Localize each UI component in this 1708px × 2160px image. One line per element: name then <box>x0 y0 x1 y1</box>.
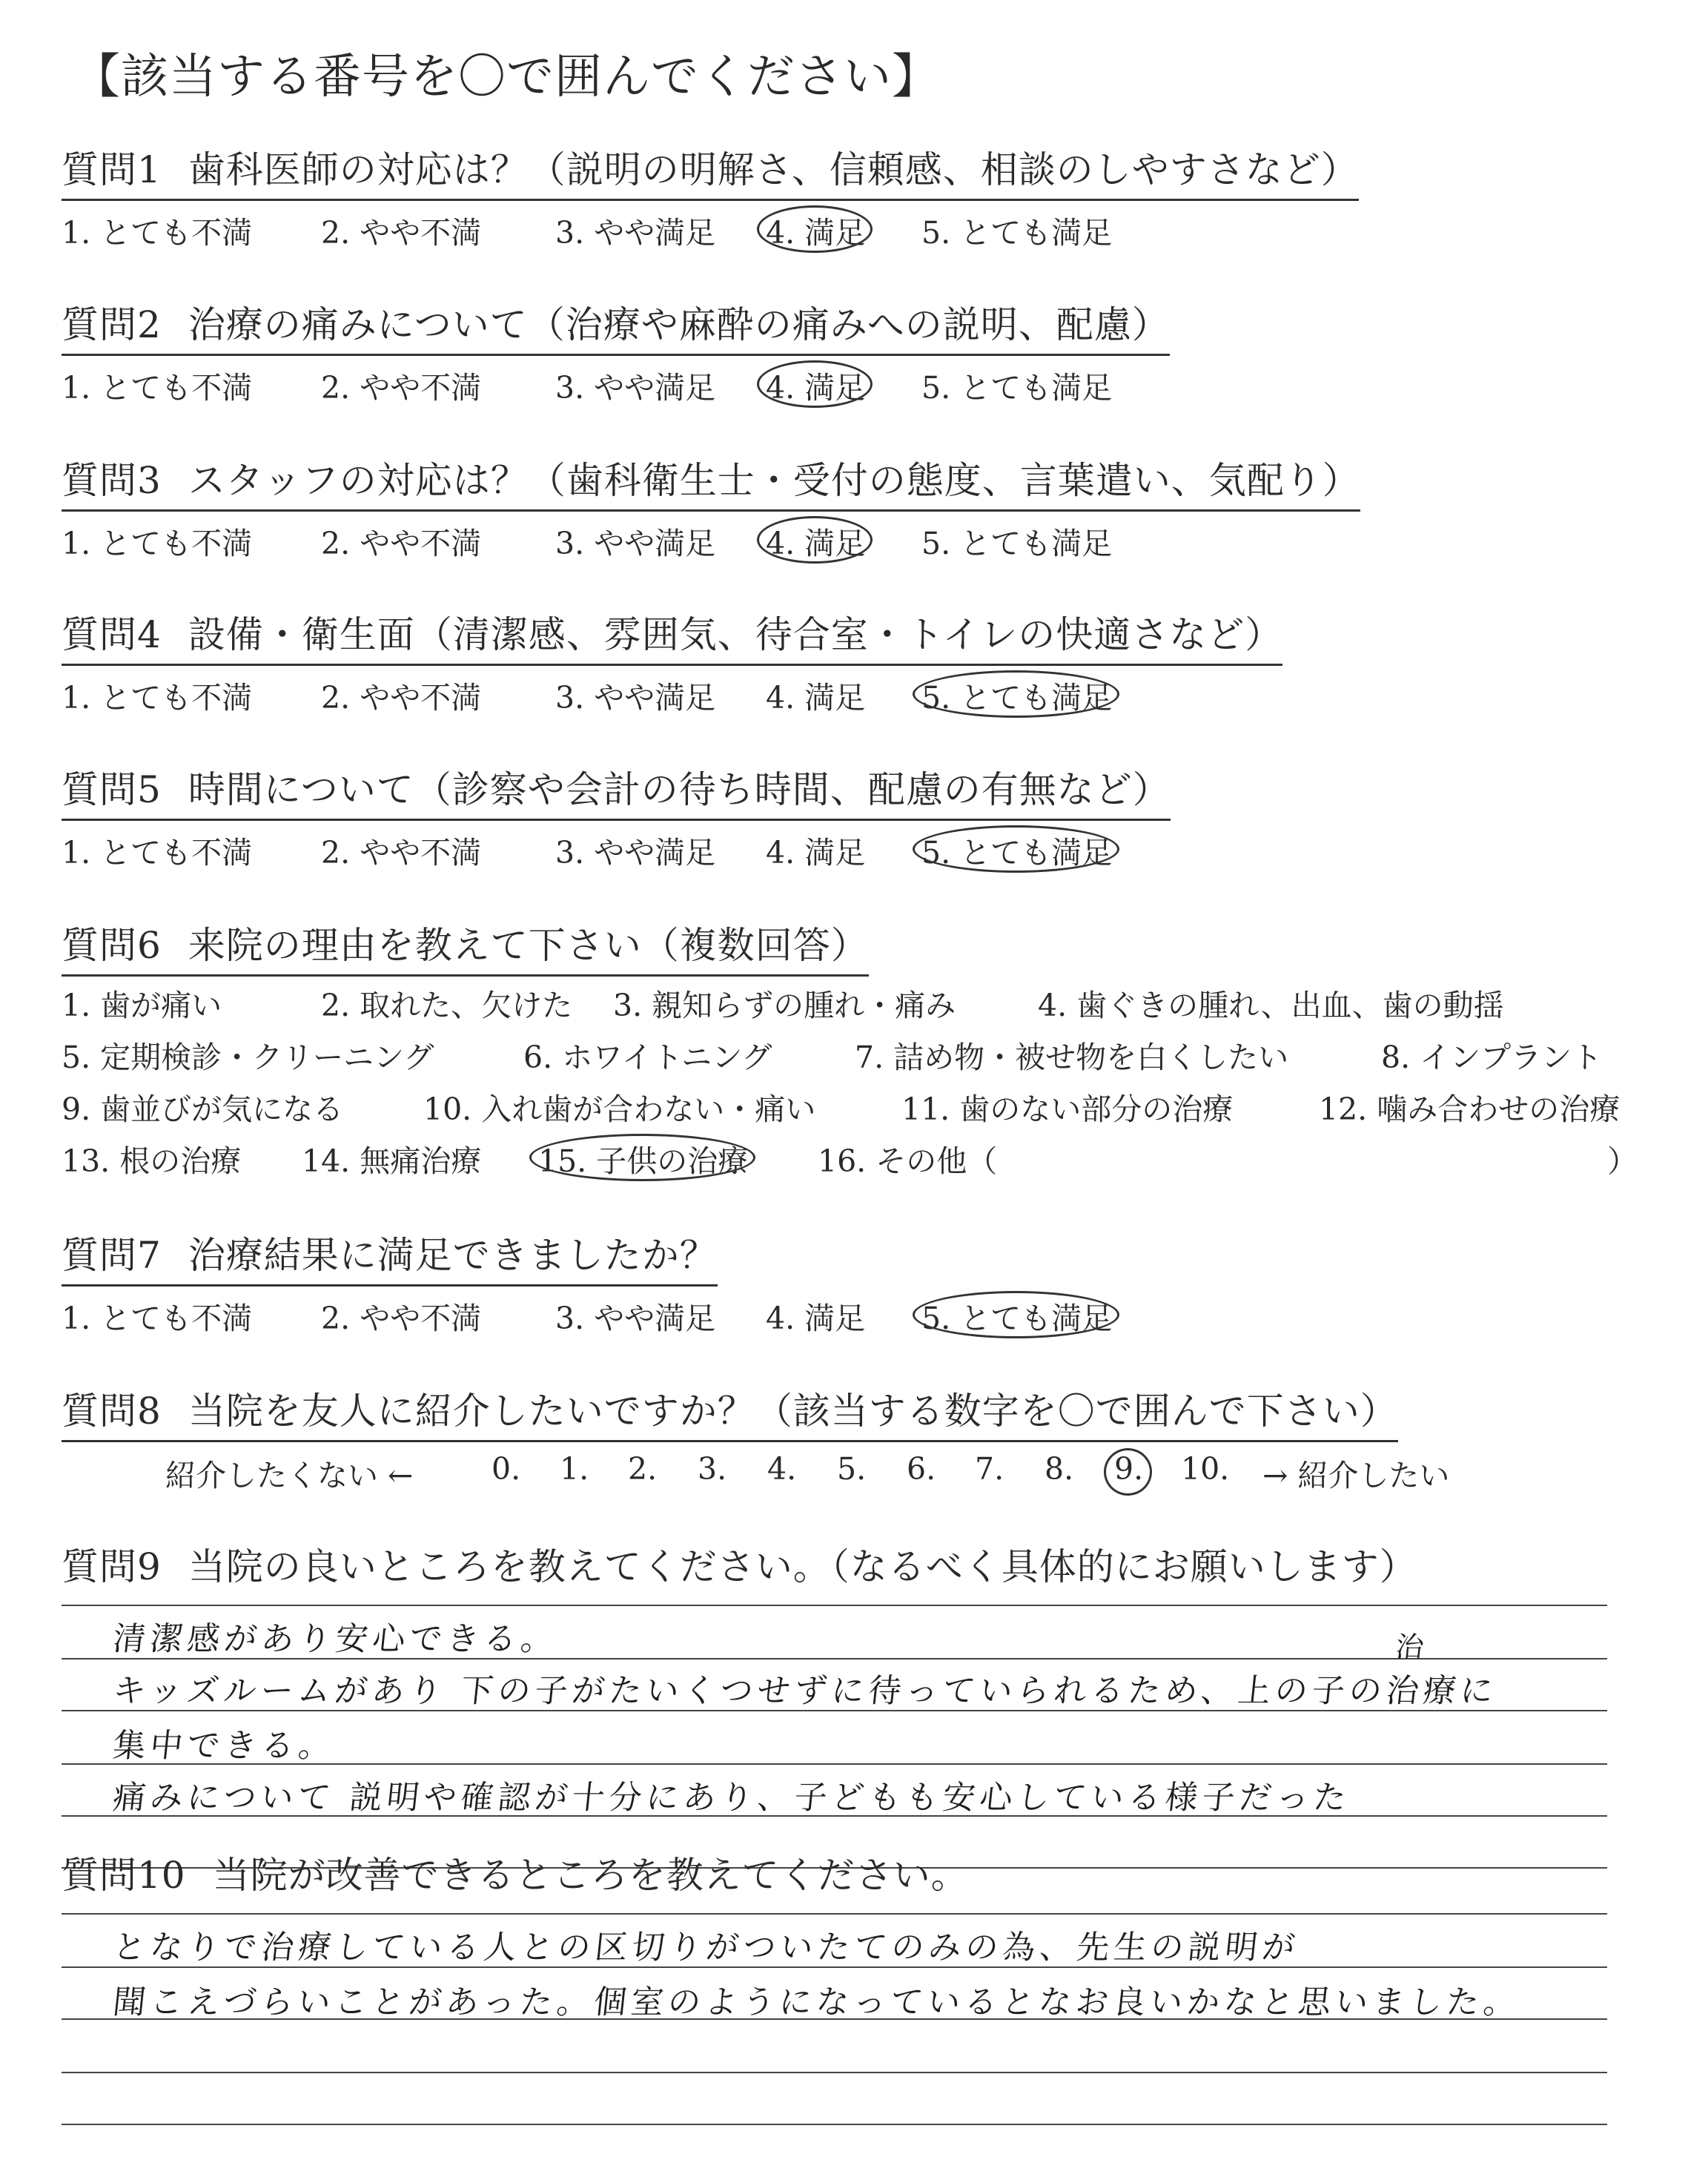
q2-option-1[interactable]: 1. とても不満 <box>62 370 253 406</box>
question-4-text: 設備・衛生面（清潔感、雰囲気、待合室・トイレの快適さなど） <box>188 613 1283 656</box>
question-6-row-1 <box>62 977 1504 1028</box>
question-2-heading: 質問2 治療の痛みについて（治療や麻酔の痛みへの説明、配慮） <box>62 300 1170 356</box>
q4-option-2[interactable]: 2. やや不満 <box>321 680 482 716</box>
answer-rule <box>62 2072 1607 2073</box>
q8-option-2[interactable]: 2. <box>628 1451 658 1487</box>
q1-option-2[interactable]: 2. やや不満 <box>321 215 482 251</box>
question-4 <box>62 610 1282 716</box>
q3-option-2[interactable]: 2. やや不満 <box>321 526 482 561</box>
question-3-text: スタッフの対応は？（歯科衛生士・受付の態度、言葉遣い、気配り） <box>188 459 1360 502</box>
answer-rule <box>62 1913 1607 1915</box>
q6-option-4[interactable]: 4. 歯ぐきの腫れ、出血、歯の動揺 <box>1038 988 1504 1023</box>
q6-option-2[interactable]: 2. 取れた、欠けた <box>321 988 573 1023</box>
question-9 <box>62 1542 1417 1596</box>
q3-option-4[interactable]: 4. 満足 <box>766 519 865 563</box>
question-7-text: 治療結果に満足できましたか？ <box>188 1234 718 1277</box>
question-4-heading: 質問4 設備・衛生面（清潔感、雰囲気、待合室・トイレの快適さなど） <box>62 610 1282 666</box>
q9-answer-line-2: キッズルームがあり 下の子がたいくつせずに待っていられるため、上の子の治療に <box>110 1672 1500 1710</box>
question-3-heading: 質問3 スタッフの対応は？（歯科衛生士・受付の態度、言葉遣い、気配り） <box>62 456 1360 512</box>
q6-option-16-close: ） <box>1607 1143 1638 1179</box>
q9-answer-line-4: 痛みについて 説明や確認が十分にあり、子どもも安心している様子だった <box>110 1779 1353 1817</box>
question-5-heading: 質問5 時間について（診察や会計の待ち時間、配慮の有無など） <box>62 765 1171 821</box>
question-5-text: 時間について（診察や会計の待ち時間、配慮の有無など） <box>188 768 1171 811</box>
q6-option-12[interactable]: 12. 噛み合わせの治療 <box>1319 1091 1621 1127</box>
question-3 <box>62 456 1360 562</box>
question-1 <box>62 145 1359 251</box>
question-3-options <box>62 519 1360 562</box>
q4-option-4[interactable]: 4. 満足 <box>766 680 866 716</box>
q6-option-16[interactable]: 16. その他（ <box>818 1143 998 1179</box>
q7-option-4[interactable]: 4. 満足 <box>766 1301 866 1336</box>
q5-option-2[interactable]: 2. やや不満 <box>321 835 482 871</box>
q3-option-5[interactable]: 5. とても満足 <box>921 526 1113 561</box>
q3-option-3[interactable]: 3. やや満足 <box>555 526 716 561</box>
page-title: 【該当する番号を〇で囲んでください】 <box>73 50 940 105</box>
q6-option-10[interactable]: 10. 入れ歯が合わない・痛い <box>423 1091 816 1127</box>
q8-option-1[interactable]: 1. <box>560 1451 589 1487</box>
q6-option-3[interactable]: 3. 親知らずの腫れ・痛み <box>613 988 956 1023</box>
question-10-heading: 質問10 当院が改善できるところを教えてください。 <box>62 1854 969 1897</box>
question-8 <box>62 1387 1450 1494</box>
q5-option-4[interactable]: 4. 満足 <box>766 835 866 871</box>
question-8-heading: 質問8 当院を友人に紹介したいですか？（該当する数字を〇で囲んで下さい） <box>62 1387 1398 1442</box>
q6-option-8[interactable]: 8. インプラント <box>1381 1040 1603 1075</box>
answer-rule <box>62 2124 1607 2125</box>
q8-option-5[interactable]: 5. <box>837 1451 867 1487</box>
question-6-text: 来院の理由を教えて下さい（複数回答） <box>188 924 869 967</box>
q1-option-3[interactable]: 3. やや満足 <box>555 215 716 251</box>
question-1-text: 歯科医師の対応は？（説明の明解さ、信頼感、相談のしやすさなど） <box>188 148 1359 191</box>
question-8-scale <box>62 1451 1450 1494</box>
question-2-options <box>62 363 1170 406</box>
q3-option-1[interactable]: 1. とても不満 <box>62 526 253 561</box>
question-1-options <box>62 208 1359 251</box>
q5-option-3[interactable]: 3. やや満足 <box>555 835 716 871</box>
q6-option-15[interactable]: 15. 子供の治療 <box>538 1137 748 1180</box>
q7-option-2[interactable]: 2. やや不満 <box>321 1301 482 1336</box>
question-7 <box>62 1231 1113 1337</box>
question-6-row-2 <box>62 1028 1603 1080</box>
question-9-text: 当院の良いところを教えてください。（なるべく具体的にお願いします） <box>188 1545 1417 1588</box>
question-5 <box>62 765 1171 871</box>
question-9-heading: 質問9 当院の良いところを教えてください。（なるべく具体的にお願いします） <box>62 1545 1417 1588</box>
question-7-options <box>62 1294 1113 1337</box>
q6-option-7[interactable]: 7. 詰め物・被せ物を白くしたい <box>855 1040 1289 1075</box>
q4-option-5[interactable]: 5. とても満足 <box>921 673 1112 717</box>
q6-option-5[interactable]: 5. 定期検診・クリーニング <box>62 1040 434 1075</box>
q6-option-14[interactable]: 14. 無痛治療 <box>302 1143 482 1179</box>
q6-option-6[interactable]: 6. ホワイトニング <box>523 1040 772 1075</box>
q4-option-3[interactable]: 3. やや満足 <box>555 680 716 716</box>
q10-answer-line-1: となりで治療している人との区切りがついたてのみの為、先生の説明が <box>110 1929 1302 1966</box>
q2-option-4[interactable]: 4. 満足 <box>766 363 865 407</box>
q8-right-label: → 紹介したい <box>1262 1458 1450 1493</box>
question-8-text: 当院を友人に紹介したいですか？（該当する数字を〇で囲んで下さい） <box>188 1390 1398 1433</box>
q4-option-1[interactable]: 1. とても不満 <box>62 680 253 716</box>
q8-option-9[interactable]: 9. <box>1114 1451 1144 1487</box>
q8-option-4[interactable]: 4. <box>767 1451 797 1487</box>
q8-option-0[interactable]: 0. <box>491 1451 521 1487</box>
q8-left-label: 紹介したくない ← <box>165 1458 414 1493</box>
answer-rule <box>62 1605 1607 1606</box>
q5-option-1[interactable]: 1. とても不満 <box>62 835 253 871</box>
q7-option-5[interactable]: 5. とても満足 <box>921 1294 1112 1338</box>
question-1-heading: 質問1 歯科医師の対応は？（説明の明解さ、信頼感、相談のしやすさなど） <box>62 145 1359 201</box>
q8-option-6[interactable]: 6. <box>907 1451 936 1487</box>
q8-option-3[interactable]: 3. <box>698 1451 727 1487</box>
q9-answer-insert: 治 <box>1394 1631 1430 1663</box>
q1-option-1[interactable]: 1. とても不満 <box>62 215 253 251</box>
q8-option-8[interactable]: 8. <box>1045 1451 1074 1487</box>
q6-option-9[interactable]: 9. 歯並びが気になる <box>62 1091 344 1127</box>
q2-option-5[interactable]: 5. とても満足 <box>921 370 1113 406</box>
q7-option-3[interactable]: 3. やや満足 <box>555 1301 716 1336</box>
q2-option-3[interactable]: 3. やや満足 <box>555 370 716 406</box>
question-5-options <box>62 828 1171 871</box>
q9-answer-line-1: 清潔感があり安心できる。 <box>110 1620 560 1658</box>
q6-option-13[interactable]: 13. 根の治療 <box>62 1143 242 1179</box>
question-6-row-4 <box>62 1132 1638 1184</box>
q8-option-7[interactable]: 7. <box>975 1451 1004 1487</box>
q7-option-1[interactable]: 1. とても不満 <box>62 1301 253 1336</box>
question-2 <box>62 300 1170 406</box>
question-10 <box>62 1851 969 1904</box>
q2-option-2[interactable]: 2. やや不満 <box>321 370 482 406</box>
q5-option-5[interactable]: 5. とても満足 <box>921 828 1112 872</box>
q6-option-1[interactable]: 1. 歯が痛い <box>62 988 222 1023</box>
question-6-heading: 質問6 来院の理由を教えて下さい（複数回答） <box>62 921 869 977</box>
question-10-text: 当院が改善できるところを教えてください。 <box>212 1854 969 1897</box>
question-6-row-3 <box>62 1080 1621 1132</box>
q1-option-4[interactable]: 4. 満足 <box>766 208 865 252</box>
q1-option-5[interactable]: 5. とても満足 <box>921 215 1113 251</box>
question-7-heading: 質問7 治療結果に満足できましたか？ <box>62 1231 718 1287</box>
question-6 <box>62 921 1638 1184</box>
q9-answer-line-3: 集中できる。 <box>110 1727 338 1765</box>
q8-option-10[interactable]: 10. <box>1181 1451 1230 1487</box>
q10-answer-line-2: 聞こえづらいことがあった。個室のようになっているとなお良いかなと思いました。 <box>110 1984 1523 2021</box>
question-4-options <box>62 673 1282 716</box>
q6-option-11[interactable]: 11. 歯のない部分の治療 <box>901 1091 1234 1127</box>
question-2-text: 治療の痛みについて（治療や麻酔の痛みへの説明、配慮） <box>188 303 1170 346</box>
